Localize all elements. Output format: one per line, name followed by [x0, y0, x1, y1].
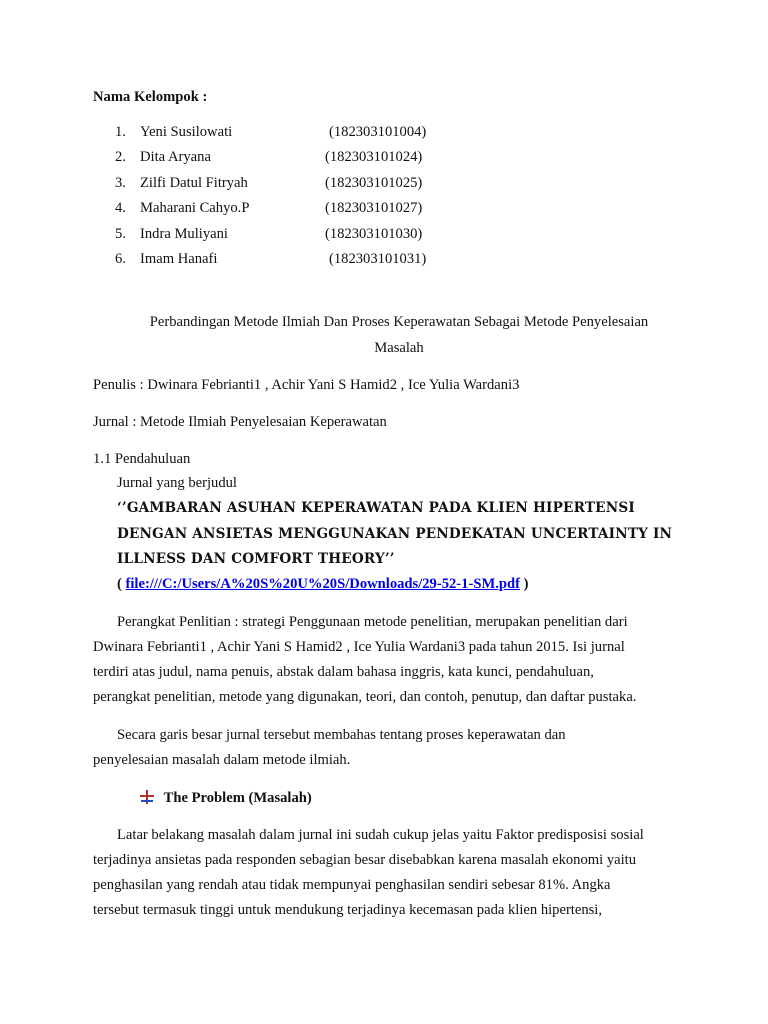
paragraph-line: terdiri atas judul, nama penuis, abstak dalam bahasa inggris, kata kunci, pendahuluan,	[93, 664, 594, 680]
bullet-cross-icon	[140, 790, 154, 804]
paragraph-line: Dwinara Febrianti1 , Achir Yani S Hamid2 , Ice Yulia Wardani3 pada tahun 2015. Isi jurnal	[93, 639, 625, 655]
paragraph-line: perangkat penelitian, metode yang digunakan, teori, dan contoh, penutup, dan daftar pustaka.	[93, 689, 637, 705]
journal-title-line: ILLNESS DAN COMFORT THEORY’’	[117, 551, 395, 567]
section-heading: 1.1 Pendahuluan	[93, 451, 191, 467]
paragraph-line: Latar belakang masalah dalam jurnal ini sudah cukup jelas yaitu Faktor predisposisi sosial	[117, 827, 644, 843]
member-number: 3.	[115, 175, 126, 191]
member-number: 2.	[115, 149, 126, 165]
problem-heading-text: The Problem (Masalah)	[163, 790, 312, 806]
member-nim: (182303101004)	[329, 124, 427, 140]
member-number: 4.	[115, 200, 126, 216]
member-name: Yeni Susilowati	[140, 124, 233, 140]
journal-title-line: ‘’GAMBARAN ASUHAN KEPERAWATAN PADA KLIEN HIPERTENSI	[117, 500, 635, 516]
paragraph-line: tersebut termasuk tinggi untuk mendukung terjadinya kecemasan pada klien hipertensi,	[93, 902, 603, 918]
paragraph-line: Secara garis besar jurnal tersebut membahas tentang proses keperawatan dan	[117, 727, 566, 743]
member-nim: (182303101031)	[329, 251, 427, 267]
authors-line: Penulis : Dwinara Febrianti1 , Achir Yani S Hamid2 , Ice Yulia Wardani3	[93, 377, 520, 393]
member-number: 6.	[115, 251, 126, 267]
group-label: Nama Kelompok :	[93, 89, 208, 105]
paragraph-line: terjadinya ansietas pada responden sebagian besar disebabkan karena masalah ekonomi yaitu	[93, 852, 637, 868]
paper-title-line2: Masalah	[374, 340, 424, 356]
member-name: Imam Hanafi	[140, 251, 218, 267]
paragraph-line: Perangkat Penlitian : strategi Penggunaan metode penelitian, merupakan penelitian dari	[117, 614, 628, 630]
journal-line: Jurnal : Metode Ilmiah Penyelesaian Keperawatan	[93, 414, 387, 430]
paper-title-line1: Perbandingan Metode Ilmiah Dan Proses Keperawatan Sebagai Metode Penyelesaian	[149, 314, 649, 330]
paragraph-line: penghasilan yang rendah atau tidak mempunyai penghasilan sendiri sebesar 81%. Angka	[93, 877, 611, 893]
member-name: Maharani Cahyo.P	[140, 200, 250, 216]
link-close-paren: )	[519, 576, 529, 592]
member-name: Indra Muliyani	[140, 226, 228, 242]
member-name: Zilfi Datul Fitryah	[140, 175, 248, 191]
member-nim: (182303101025)	[325, 175, 423, 191]
member-nim: (182303101027)	[325, 200, 423, 216]
member-name: Dita Aryana	[140, 149, 211, 165]
member-nim: (182303101030)	[325, 226, 423, 242]
journal-file-link[interactable]: file:///C:/Users/A%20S%20U%20S/Downloads/29-52-1-SM.pdf	[125, 576, 520, 592]
paragraph-line: penyelesaian masalah dalam metode ilmiah.	[93, 752, 351, 768]
problem-heading	[140, 790, 312, 807]
section-intro: Jurnal yang berjudul	[117, 475, 237, 491]
member-nim: (182303101024)	[325, 149, 423, 165]
source-link-line	[117, 576, 528, 593]
member-number: 5.	[115, 226, 126, 242]
journal-title-line: DENGAN ANSIETAS MENGGUNAKAN PENDEKATAN UNCERTAINTY IN	[117, 526, 673, 542]
link-open-paren: (	[117, 576, 126, 592]
member-number: 1.	[115, 124, 126, 140]
